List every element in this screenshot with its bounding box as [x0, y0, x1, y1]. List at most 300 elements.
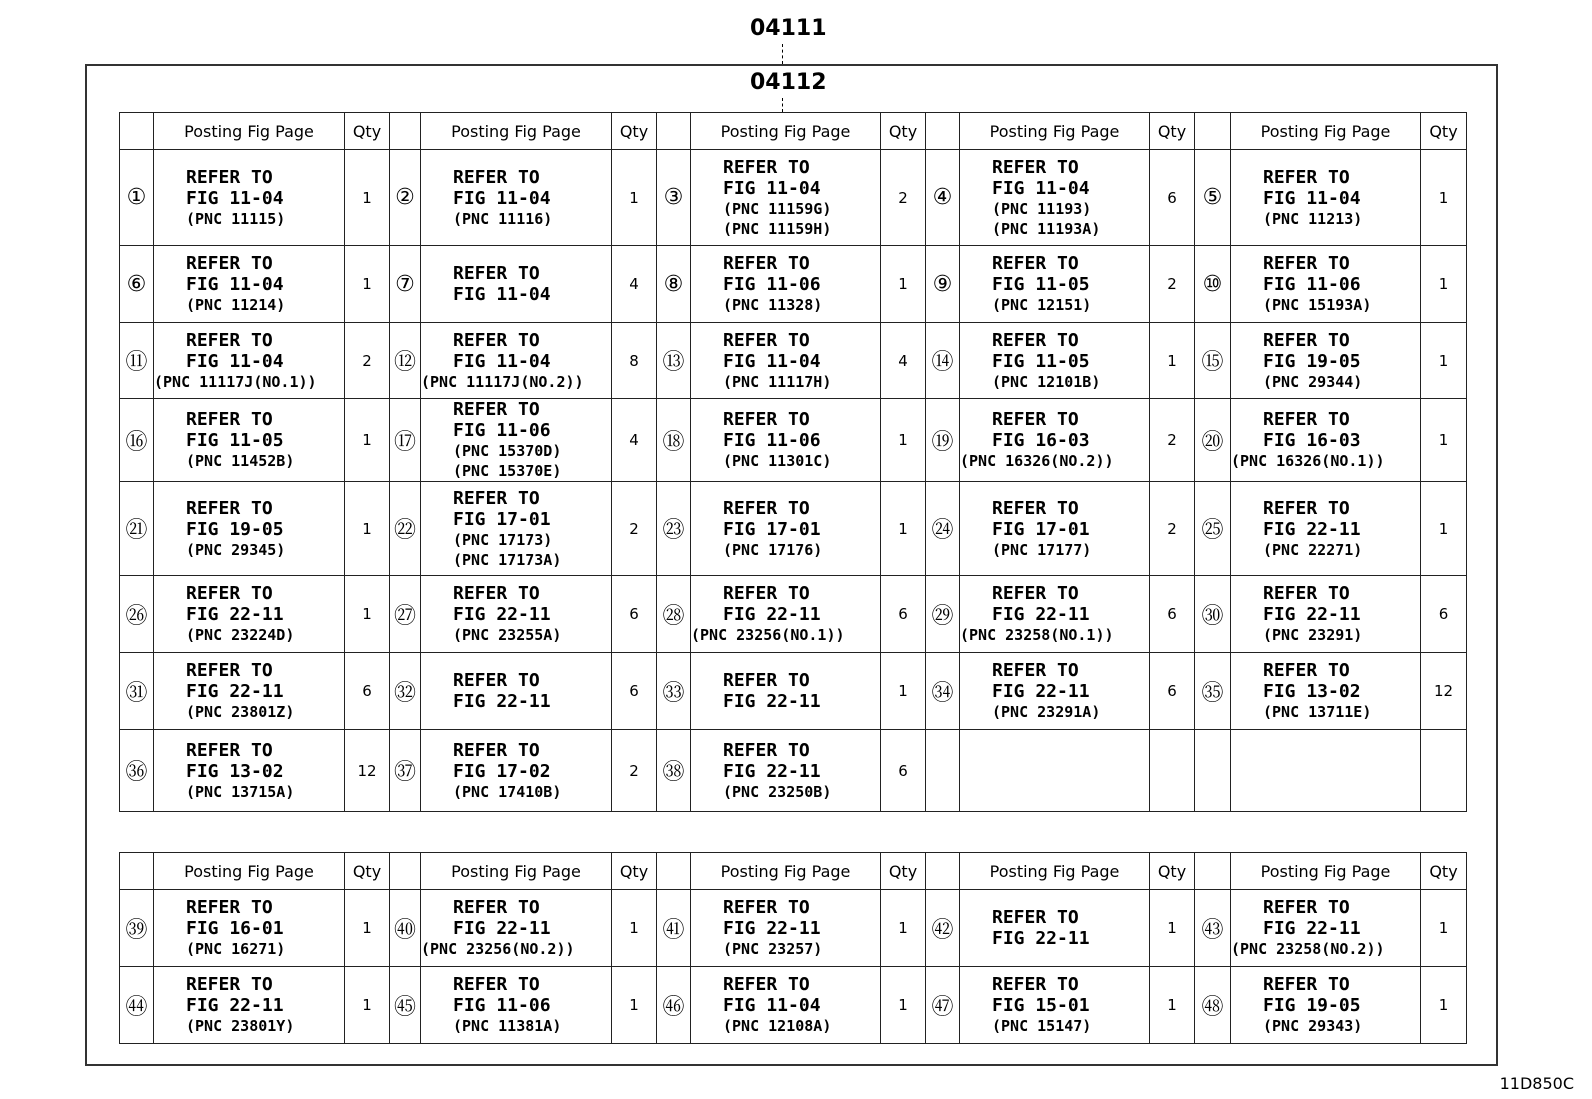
fig-ref: FIG 16-03 — [1263, 430, 1361, 451]
qty-cell: 1 — [1421, 399, 1467, 482]
table-row — [120, 482, 1467, 576]
qty-cell: 6 — [1150, 150, 1195, 246]
qty-cell: 6 — [612, 653, 657, 730]
fig-ref: FIG 16-03 — [992, 430, 1090, 451]
refer-text: REFER TO — [1263, 583, 1350, 604]
item-number: ⑲ — [926, 399, 960, 482]
item-number: ⑧ — [657, 246, 691, 323]
parts-table-2 — [119, 852, 1467, 1044]
qty-cell: 1 — [1421, 246, 1467, 323]
item-number: ㉘ — [657, 576, 691, 653]
qty-cell: 1 — [881, 482, 926, 576]
refer-text: REFER TO — [992, 907, 1079, 928]
qty-cell: 1 — [612, 890, 657, 967]
qty-cell: 1 — [881, 246, 926, 323]
item-number: ㊹ — [120, 967, 154, 1044]
pnc-ref: (PNC 15193A) — [1263, 296, 1372, 314]
table-row — [120, 890, 1467, 967]
posting-cell — [960, 246, 1150, 323]
posting-cell — [154, 482, 345, 576]
pnc-ref: (PNC 11214) — [186, 296, 286, 314]
refer-text: REFER TO — [453, 897, 540, 918]
qty-cell: 1 — [612, 150, 657, 246]
item-number: ⑥ — [120, 246, 154, 323]
refer-text: REFER TO — [186, 329, 273, 351]
header-posting: Posting Fig Page — [154, 113, 345, 150]
posting-cell — [960, 730, 1150, 812]
fig-ref: FIG 19-05 — [1263, 350, 1361, 372]
fig-ref: FIG 11-06 — [453, 995, 551, 1016]
table-row — [120, 576, 1467, 653]
item-number: ㊸ — [1195, 890, 1231, 967]
pnc-ref: (PNC 23258(NO.2)) — [1231, 940, 1385, 958]
item-number: ㊱ — [120, 730, 154, 812]
pnc-ref: (PNC 16326(NO.2)) — [960, 452, 1114, 470]
refer-text: REFER TO — [453, 263, 540, 284]
pnc-ref: (PNC 11115) — [186, 209, 286, 228]
parts-table-1 — [119, 112, 1467, 812]
pnc-ref: (PNC 22271) — [1263, 540, 1363, 559]
fig-ref: FIG 22-11 — [453, 604, 551, 625]
header-blank — [120, 113, 154, 150]
pnc-ref: (PNC 23255A) — [453, 626, 562, 644]
header-qty: Qty — [1421, 113, 1467, 150]
refer-text: REFER TO — [1263, 166, 1350, 188]
fig-ref: FIG 11-06 — [723, 430, 821, 451]
refer-text: REFER TO — [723, 409, 810, 430]
posting-cell — [154, 967, 345, 1044]
posting-cell — [154, 576, 345, 653]
fig-ref: FIG 17-02 — [453, 760, 551, 782]
pnc-ref: (PNC 23256(NO.1)) — [691, 626, 845, 644]
pnc-ref: (PNC 11301C) — [723, 452, 832, 470]
qty-cell: 6 — [1150, 653, 1195, 730]
qty-cell: 2 — [1150, 246, 1195, 323]
pnc-ref: (PNC 17173) — [453, 530, 553, 549]
table-row — [120, 967, 1467, 1044]
inner-assembly-label: 04112 — [750, 70, 827, 95]
refer-text: REFER TO — [186, 166, 273, 188]
pnc-ref: (PNC 23256(NO.2)) — [421, 940, 575, 958]
posting-cell — [154, 653, 345, 730]
header-posting: Posting Fig Page — [691, 113, 881, 150]
fig-ref: FIG 19-05 — [186, 518, 284, 540]
header-blank — [926, 113, 960, 150]
item-number: ② — [390, 150, 421, 246]
posting-cell — [960, 890, 1150, 967]
qty-cell: 1 — [881, 399, 926, 482]
fig-ref: FIG 11-04 — [723, 177, 821, 199]
refer-text: REFER TO — [453, 974, 540, 995]
header-blank — [390, 113, 421, 150]
posting-cell — [1231, 730, 1421, 812]
posting-cell — [960, 482, 1150, 576]
item-number: ㉗ — [390, 576, 421, 653]
pnc-ref: (PNC 17177) — [992, 540, 1092, 559]
header-posting: Posting Fig Page — [960, 853, 1150, 890]
fig-ref: FIG 11-05 — [186, 430, 284, 451]
fig-ref: FIG 22-11 — [723, 691, 821, 712]
pnc-ref: (PNC 23291A) — [992, 703, 1101, 721]
fig-ref: FIG 11-04 — [186, 187, 284, 209]
posting-cell — [1231, 967, 1421, 1044]
qty-cell: 8 — [612, 323, 657, 399]
posting-cell — [1231, 576, 1421, 653]
fig-ref: FIG 22-11 — [992, 681, 1090, 702]
pnc-ref: (PNC 11117J(NO.2)) — [421, 372, 584, 391]
refer-text: REFER TO — [1263, 974, 1350, 995]
item-number: ㉞ — [926, 653, 960, 730]
fig-ref: FIG 22-11 — [186, 604, 284, 625]
refer-text: REFER TO — [723, 497, 810, 519]
fig-ref: FIG 11-04 — [723, 995, 821, 1016]
refer-text: REFER TO — [453, 329, 540, 351]
item-number: ⑫ — [390, 323, 421, 399]
item-number: ㊼ — [926, 967, 960, 1044]
table-row — [120, 323, 1467, 399]
header-posting: Posting Fig Page — [1231, 853, 1421, 890]
posting-cell — [421, 967, 612, 1044]
posting-cell — [154, 323, 345, 399]
header-blank — [1195, 853, 1231, 890]
item-number: ㉑ — [120, 482, 154, 576]
refer-text: REFER TO — [1263, 897, 1350, 918]
pnc-ref: (PNC 23801Y) — [186, 1017, 295, 1035]
header-qty: Qty — [1150, 853, 1195, 890]
item-number: ㉙ — [926, 576, 960, 653]
refer-text: REFER TO — [453, 487, 540, 509]
header-blank — [926, 853, 960, 890]
posting-cell — [421, 399, 612, 482]
pnc-ref: (PNC 11328) — [723, 296, 823, 314]
header-qty: Qty — [1421, 853, 1467, 890]
posting-cell — [1231, 246, 1421, 323]
refer-text: REFER TO — [992, 497, 1079, 519]
item-number — [1195, 730, 1231, 812]
refer-text: REFER TO — [992, 974, 1079, 995]
refer-text: REFER TO — [992, 156, 1079, 178]
qty-cell: 2 — [612, 730, 657, 812]
posting-cell — [1231, 150, 1421, 246]
qty-cell: 1 — [612, 967, 657, 1044]
fig-ref: FIG 22-11 — [1263, 518, 1361, 540]
qty-cell: 6 — [345, 653, 390, 730]
pnc-ref: (PNC 29345) — [186, 540, 286, 559]
qty-cell: 6 — [881, 730, 926, 812]
item-number: ⑭ — [926, 323, 960, 399]
posting-cell — [691, 890, 881, 967]
pnc-ref: (PNC 11116) — [453, 209, 553, 228]
posting-cell — [691, 323, 881, 399]
item-number: ④ — [926, 150, 960, 246]
table-row — [120, 653, 1467, 730]
header-qty: Qty — [881, 853, 926, 890]
pnc-ref: (PNC 11381A) — [453, 1017, 562, 1035]
qty-cell: 1 — [345, 576, 390, 653]
posting-cell — [691, 653, 881, 730]
pnc-ref: (PNC 11193) — [992, 199, 1092, 218]
table-row — [120, 150, 1467, 246]
posting-cell — [154, 150, 345, 246]
qty-cell: 2 — [1150, 482, 1195, 576]
refer-text: REFER TO — [453, 670, 540, 691]
refer-text: REFER TO — [992, 329, 1079, 351]
item-number: ⑩ — [1195, 246, 1231, 323]
qty-cell: 1 — [1150, 967, 1195, 1044]
qty-cell: 1 — [345, 246, 390, 323]
header-posting: Posting Fig Page — [154, 853, 345, 890]
refer-text: REFER TO — [186, 660, 273, 681]
table-row — [120, 246, 1467, 323]
header-posting: Posting Fig Page — [421, 113, 612, 150]
qty-cell: 12 — [1421, 653, 1467, 730]
item-number: ㊳ — [657, 730, 691, 812]
header-qty: Qty — [345, 113, 390, 150]
posting-cell — [960, 323, 1150, 399]
posting-cell — [691, 399, 881, 482]
item-number: ㊻ — [657, 967, 691, 1044]
item-number: ⑨ — [926, 246, 960, 323]
refer-text: REFER TO — [186, 497, 273, 519]
fig-ref: FIG 19-05 — [1263, 995, 1361, 1016]
posting-cell — [421, 576, 612, 653]
posting-cell — [960, 653, 1150, 730]
item-number: ㉔ — [926, 482, 960, 576]
fig-ref: FIG 11-04 — [453, 187, 551, 209]
pnc-ref: (PNC 12151) — [992, 296, 1092, 314]
header-posting: Posting Fig Page — [960, 113, 1150, 150]
qty-cell: 1 — [1150, 890, 1195, 967]
refer-text: REFER TO — [186, 409, 273, 430]
posting-cell — [691, 246, 881, 323]
fig-ref: FIG 22-11 — [723, 604, 821, 625]
fig-ref: FIG 17-01 — [992, 518, 1090, 540]
posting-cell — [1231, 890, 1421, 967]
pnc-ref: (PNC 23291) — [1263, 626, 1363, 644]
fig-ref: FIG 13-02 — [186, 760, 284, 782]
diagram-code: 11D850C — [1499, 1074, 1574, 1093]
posting-cell — [691, 576, 881, 653]
refer-text: REFER TO — [186, 974, 273, 995]
pnc-ref: (PNC 11117H) — [723, 372, 832, 391]
qty-cell: 1 — [881, 653, 926, 730]
qty-cell: 1 — [1421, 482, 1467, 576]
refer-text: REFER TO — [723, 583, 810, 604]
qty-cell: 1 — [345, 890, 390, 967]
fig-ref: FIG 22-11 — [453, 918, 551, 939]
qty-cell: 2 — [1150, 399, 1195, 482]
header-blank — [390, 853, 421, 890]
item-number: ㉖ — [120, 576, 154, 653]
pnc-ref: (PNC 12101B) — [992, 372, 1101, 391]
qty-cell: 1 — [1421, 150, 1467, 246]
pnc-ref: (PNC 12108A) — [723, 1017, 832, 1035]
pnc-ref: (PNC 15147) — [992, 1017, 1092, 1035]
posting-cell — [691, 150, 881, 246]
refer-text: REFER TO — [992, 583, 1079, 604]
item-number: ㊵ — [390, 890, 421, 967]
pnc-ref: (PNC 16271) — [186, 940, 286, 958]
qty-cell: 2 — [345, 323, 390, 399]
qty-cell: 1 — [1421, 967, 1467, 1044]
item-number — [926, 730, 960, 812]
pnc-ref: (PNC 29344) — [1263, 372, 1363, 391]
refer-text: REFER TO — [186, 253, 273, 274]
qty-cell — [1421, 730, 1467, 812]
fig-ref: FIG 22-11 — [453, 691, 551, 712]
posting-cell — [1231, 653, 1421, 730]
item-number: ⑱ — [657, 399, 691, 482]
fig-ref: FIG 13-02 — [1263, 681, 1361, 702]
posting-cell — [691, 967, 881, 1044]
refer-text: REFER TO — [1263, 409, 1350, 430]
posting-cell — [421, 482, 612, 576]
qty-cell: 1 — [881, 890, 926, 967]
fig-ref: FIG 22-11 — [723, 918, 821, 939]
fig-ref: FIG 22-11 — [186, 995, 284, 1016]
fig-ref: FIG 11-05 — [992, 274, 1090, 295]
posting-cell — [154, 399, 345, 482]
refer-text: REFER TO — [453, 399, 540, 420]
qty-cell: 1 — [1421, 323, 1467, 399]
posting-cell — [960, 150, 1150, 246]
fig-ref: FIG 22-11 — [1263, 604, 1361, 625]
refer-text: REFER TO — [723, 974, 810, 995]
header-blank — [1195, 113, 1231, 150]
header-qty: Qty — [612, 853, 657, 890]
posting-cell — [421, 730, 612, 812]
refer-text: REFER TO — [992, 409, 1079, 430]
pnc-ref: (PNC 23258(NO.1)) — [960, 626, 1114, 644]
pnc-ref: (PNC 23801Z) — [186, 703, 295, 721]
pnc-ref: (PNC 17176) — [723, 540, 823, 559]
refer-text: REFER TO — [1263, 253, 1350, 274]
fig-ref: FIG 15-01 — [992, 995, 1090, 1016]
item-number: ㊴ — [120, 890, 154, 967]
pnc-ref: (PNC 11452B) — [186, 452, 295, 470]
item-number: ㉟ — [1195, 653, 1231, 730]
item-number: ㊷ — [926, 890, 960, 967]
leader-line — [782, 98, 783, 112]
refer-text: REFER TO — [723, 739, 810, 761]
pnc-ref: (PNC 17173A) — [453, 550, 562, 569]
refer-text: REFER TO — [723, 329, 810, 351]
posting-cell — [1231, 399, 1421, 482]
refer-text: REFER TO — [1263, 329, 1350, 351]
pnc-ref: (PNC 11213) — [1263, 209, 1363, 228]
fig-ref: FIG 11-04 — [453, 350, 551, 372]
qty-cell: 1 — [881, 967, 926, 1044]
item-number: ㉚ — [1195, 576, 1231, 653]
fig-ref: FIG 11-06 — [453, 420, 551, 441]
qty-cell: 1 — [1150, 323, 1195, 399]
refer-text: REFER TO — [453, 739, 540, 761]
fig-ref: FIG 22-11 — [723, 760, 821, 782]
item-number: ㊶ — [657, 890, 691, 967]
pnc-ref: (PNC 15370E) — [453, 462, 562, 480]
fig-ref: FIG 11-04 — [186, 274, 284, 295]
header-qty: Qty — [1150, 113, 1195, 150]
table-row — [120, 730, 1467, 812]
item-number: ㉒ — [390, 482, 421, 576]
item-number: ㊽ — [1195, 967, 1231, 1044]
header-blank — [120, 853, 154, 890]
qty-cell — [1150, 730, 1195, 812]
qty-cell: 1 — [1421, 890, 1467, 967]
fig-ref: FIG 11-05 — [992, 350, 1090, 372]
pnc-ref: (PNC 16326(NO.1)) — [1231, 452, 1385, 470]
qty-cell: 6 — [881, 576, 926, 653]
fig-ref: FIG 11-06 — [1263, 274, 1361, 295]
posting-cell — [421, 150, 612, 246]
pnc-ref: (PNC 13711E) — [1263, 703, 1372, 721]
qty-cell: 1 — [345, 399, 390, 482]
fig-ref: FIG 11-04 — [186, 350, 284, 372]
qty-cell: 12 — [345, 730, 390, 812]
pnc-ref: (PNC 13715A) — [186, 782, 295, 801]
fig-ref: FIG 22-11 — [186, 681, 284, 702]
pnc-ref: (PNC 23224D) — [186, 626, 295, 644]
header-qty: Qty — [345, 853, 390, 890]
header-qty: Qty — [881, 113, 926, 150]
pnc-ref: (PNC 11193A) — [992, 219, 1101, 238]
item-number: ㉕ — [1195, 482, 1231, 576]
pnc-ref: (PNC 11159G) — [723, 199, 832, 218]
refer-text: REFER TO — [186, 739, 273, 761]
refer-text: REFER TO — [453, 166, 540, 188]
posting-cell — [960, 399, 1150, 482]
item-number: ① — [120, 150, 154, 246]
refer-text: REFER TO — [992, 660, 1079, 681]
fig-ref: FIG 11-04 — [992, 177, 1090, 199]
pnc-ref: (PNC 11117J(NO.1)) — [154, 372, 317, 391]
leader-line — [782, 44, 783, 64]
top-assembly-label: 04111 — [750, 16, 827, 41]
posting-cell — [154, 730, 345, 812]
posting-cell — [154, 246, 345, 323]
item-number: ⑯ — [120, 399, 154, 482]
item-number: ㉛ — [120, 653, 154, 730]
fig-ref: FIG 22-11 — [992, 604, 1090, 625]
header-posting: Posting Fig Page — [421, 853, 612, 890]
fig-ref: FIG 17-01 — [453, 508, 551, 530]
posting-cell — [691, 730, 881, 812]
pnc-ref: (PNC 29343) — [1263, 1017, 1363, 1035]
pnc-ref: (PNC 15370D) — [453, 442, 562, 460]
qty-cell: 2 — [612, 482, 657, 576]
refer-text: REFER TO — [186, 897, 273, 918]
item-number: ⑤ — [1195, 150, 1231, 246]
header-row — [120, 113, 1467, 150]
pnc-ref: (PNC 17410B) — [453, 782, 562, 801]
item-number: ㊲ — [390, 730, 421, 812]
posting-cell — [1231, 323, 1421, 399]
refer-text: REFER TO — [186, 583, 273, 604]
header-row — [120, 853, 1467, 890]
refer-text: REFER TO — [723, 156, 810, 178]
header-posting: Posting Fig Page — [1231, 113, 1421, 150]
posting-cell — [154, 890, 345, 967]
pnc-ref: (PNC 11159H) — [723, 219, 832, 238]
pnc-ref: (PNC 23257) — [723, 940, 823, 958]
table-row — [120, 399, 1467, 482]
header-posting: Posting Fig Page — [691, 853, 881, 890]
item-number: ⑰ — [390, 399, 421, 482]
refer-text: REFER TO — [723, 253, 810, 274]
refer-text: REFER TO — [723, 897, 810, 918]
qty-cell: 6 — [612, 576, 657, 653]
header-blank — [657, 853, 691, 890]
